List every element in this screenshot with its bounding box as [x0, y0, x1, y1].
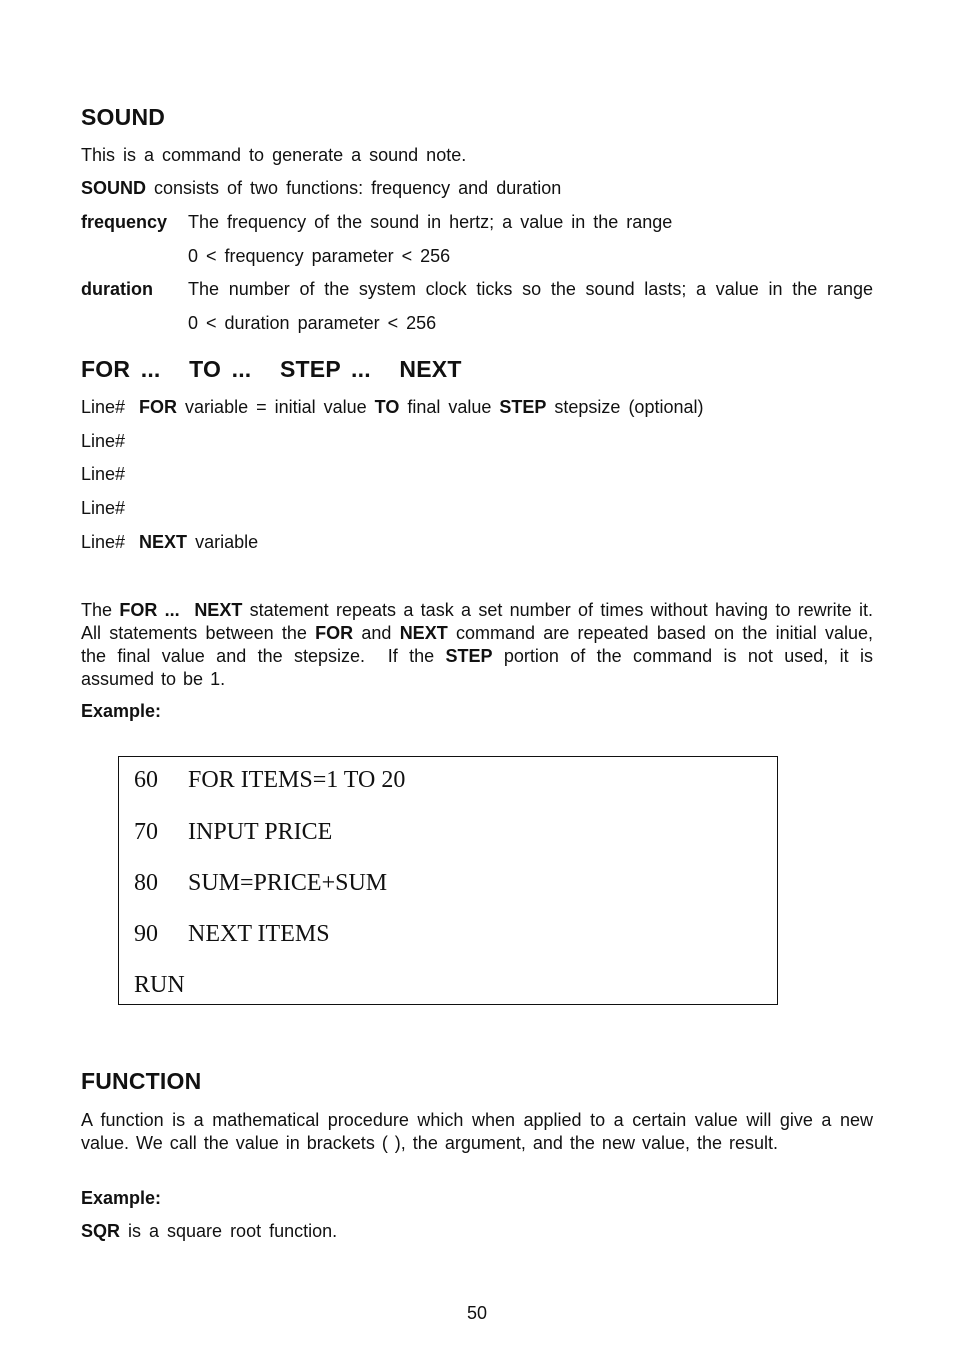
para-text: command are repeated based on the initial value, the final value and the stepsize. If the: [81, 623, 880, 666]
range-duration: 0 < duration parameter < 256: [188, 313, 437, 333]
code-run: RUN: [134, 972, 185, 998]
function-description: A function is a mathematical procedure which when applied to a certain value will give a new value. We call the value in brackets ( ), the argument, and the new value, the result.: [81, 1110, 873, 1153]
example-label: Example:: [81, 701, 162, 721]
heading-for: FOR ...: [81, 356, 161, 382]
code-example-box: [118, 756, 778, 1005]
line-label: Line#: [81, 498, 126, 518]
code-line-number: 60: [134, 767, 158, 793]
range-frequency: 0 < frequency parameter < 256: [188, 246, 451, 266]
para-text: and: [353, 623, 400, 643]
sound-heading: SOUND: [81, 104, 166, 130]
para-text: statement repeats a task a set number of times without having to rewrite it. All statements between the: [81, 600, 888, 643]
sqr-text: is a square root function.: [120, 1221, 338, 1241]
code-statement: NEXT ITEMS: [188, 921, 330, 947]
syntax-text: variable: [187, 532, 259, 552]
heading-step: STEP ...: [280, 356, 371, 382]
code-statement: INPUT PRICE: [188, 819, 333, 845]
syntax-text: stepsize (optional): [546, 397, 704, 417]
heading-next: NEXT: [399, 356, 462, 382]
para-text: [180, 600, 195, 620]
code-line: [134, 870, 387, 897]
step-keyword: STEP: [499, 397, 547, 417]
para-text: portion of the command is not used, it is assumed to be 1.: [81, 646, 881, 689]
code-line: [134, 921, 330, 948]
sound-consists: [81, 178, 561, 199]
code-statement: FOR ITEMS=1 TO 20: [188, 767, 406, 793]
para-keyword: STEP: [445, 646, 493, 666]
para-text: The: [81, 600, 120, 620]
line-label: Line#: [81, 431, 126, 451]
syntax-line-next: [81, 532, 258, 553]
para-keyword: FOR ...: [119, 600, 180, 620]
sqr-keyword: SQR: [81, 1221, 121, 1241]
to-keyword: TO: [374, 397, 400, 417]
sound-keyword: SOUND: [81, 178, 147, 198]
function-example-label: Example:: [81, 1188, 162, 1208]
line-label: Line#: [81, 397, 126, 417]
next-keyword: NEXT: [139, 532, 188, 552]
syntax-text: final value: [399, 397, 500, 417]
for-next-heading: [81, 356, 462, 383]
sqr-description: [81, 1221, 337, 1242]
code-line: [134, 819, 332, 846]
para-keyword: NEXT: [399, 623, 448, 643]
term-duration: duration: [81, 279, 153, 299]
para-keyword: NEXT: [194, 600, 243, 620]
code-statement: SUM=PRICE+SUM: [188, 870, 388, 896]
heading-to: TO ...: [189, 356, 252, 382]
sound-intro: This is a command to generate a sound note.: [81, 145, 467, 165]
syntax-line-for: [81, 397, 703, 418]
function-heading: FUNCTION: [81, 1068, 202, 1094]
sound-consists-text: consists of two functions: frequency and duration: [146, 178, 562, 198]
syntax-text: variable = initial value: [177, 397, 375, 417]
for-next-description: [81, 599, 888, 691]
para-keyword: FOR: [315, 623, 354, 643]
line-label: Line#: [81, 464, 126, 484]
code-line-number: 80: [134, 870, 158, 896]
line-label: Line#: [81, 532, 126, 552]
term-frequency: frequency: [81, 212, 168, 232]
for-keyword: FOR: [139, 397, 178, 417]
code-line-number: 70: [134, 819, 158, 845]
code-line: [134, 767, 405, 794]
def-duration: The number of the system clock ticks so the sound lasts; a value in the range: [188, 279, 873, 299]
page-number: 50: [466, 1303, 488, 1323]
code-line-number: 90: [134, 921, 158, 947]
def-frequency: The frequency of the sound in hertz; a value in the range: [188, 212, 673, 232]
